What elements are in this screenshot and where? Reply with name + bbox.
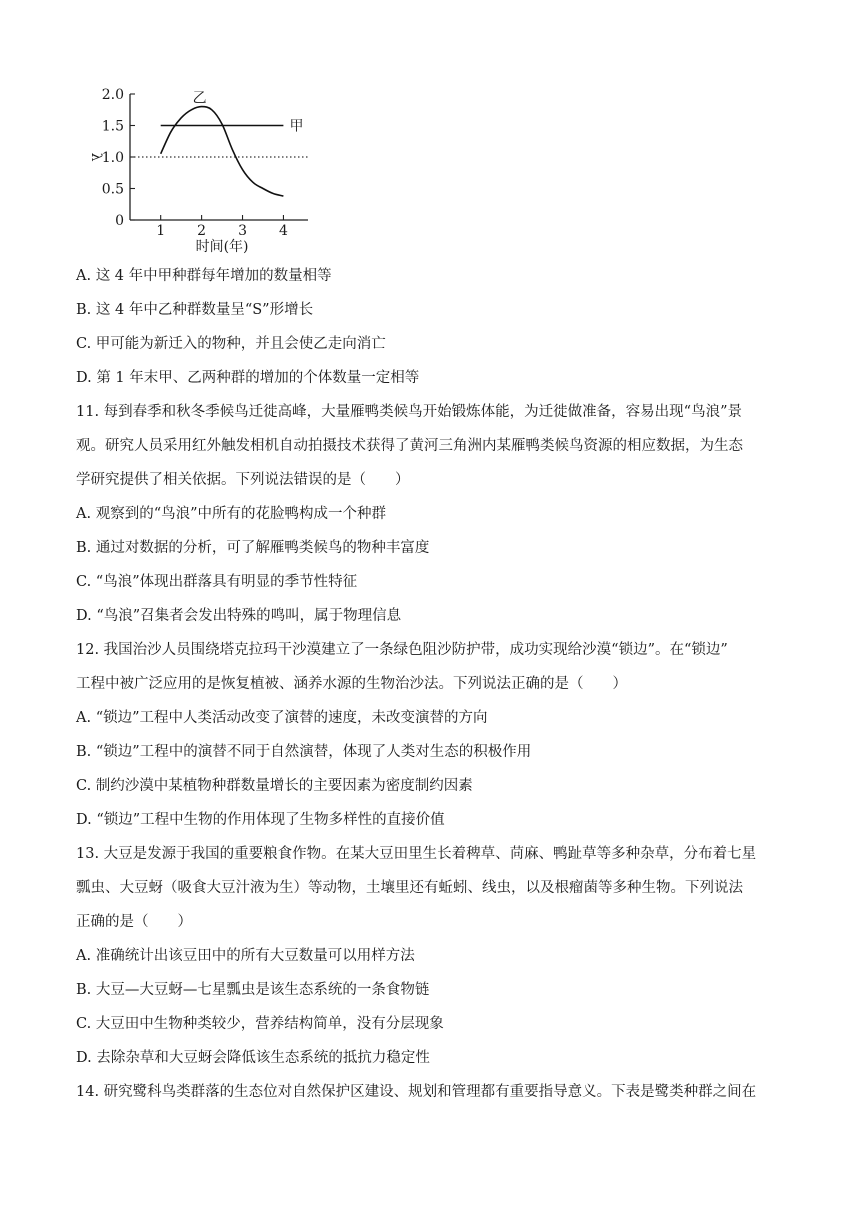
lambda-line-chart (80, 80, 320, 255)
text-line: C. 制约沙漠中某植物种群数量增长的主要因素为密度制约因素 (76, 778, 473, 794)
y-axis-label: λ (88, 152, 104, 162)
text-line: D. 去除杂草和大豆蚜会降低该生态系统的抵抗力稳定性 (76, 1050, 430, 1066)
text-line: B. 大豆—大豆蚜—七星瓢虫是该生态系统的一条食物链 (76, 982, 430, 998)
text-line: A. 观察到的“鸟浪”中所有的花脸鸭构成一个种群 (76, 506, 387, 522)
y-tick-label: 1.0 (101, 150, 124, 166)
text-line: 观。研究人员采用红外触发相机自动拍摄技术获得了黄河三角洲内某雁鸭类候鸟资源的相应数据，为生态 (76, 438, 743, 454)
x-tick-label: 3 (238, 223, 247, 239)
text-line: C. “鸟浪”体现出群落具有明显的季节性特征 (76, 574, 358, 590)
text-line: 12. 我国治沙人员围绕塔克拉玛干沙漠建立了一条绿色阻沙防护带，成功实现给沙漠“锁边”。在“锁边” (76, 642, 728, 658)
text-line: C. 大豆田中生物种类较少，营养结构简单，没有分层现象 (76, 1016, 444, 1032)
text-line: 11. 每到春季和秋冬季候鸟迁徙高峰，大量雁鸭类候鸟开始锻炼体能，为迁徙做准备，容易出现“鸟浪”景 (76, 404, 742, 420)
chart-canvas (80, 80, 320, 255)
text-line: A. 准确统计出该豆田中的所有大豆数量可以用样方法 (76, 948, 415, 964)
text-line: C. 甲可能为新迁入的物种，并且会使乙走向消亡 (76, 336, 386, 352)
x-tick-label: 4 (278, 223, 288, 239)
y-tick-label: 2.0 (101, 87, 124, 103)
text-line: A. “锁边”工程中人类活动改变了演替的速度，未改变演替的方向 (76, 710, 488, 726)
x-tick-label: 1 (156, 223, 166, 239)
text-line: A. 这 4 年中甲种群每年增加的数量相等 (76, 268, 332, 284)
series-yi-line (161, 107, 284, 197)
y-tick-label: 0 (115, 213, 124, 229)
text-line: 学研究提供了相关依据。下列说法错误的是（ ） (76, 472, 410, 488)
text-line: 瓢虫、大豆蚜（吸食大豆汁液为生）等动物，土壤里还有蚯蚓、线虫，以及根瘤菌等多种生物。下列说法 (76, 880, 743, 896)
series-yi-label: 乙 (192, 90, 207, 107)
text-line: B. 通过对数据的分析，可了解雁鸭类候鸟的物种丰富度 (76, 540, 430, 556)
text-line: D. 第 1 年末甲、乙两种群的增加的个体数量一定相等 (76, 370, 420, 386)
text-line: D. “鸟浪”召集者会发出特殊的鸣叫，属于物理信息 (76, 608, 402, 624)
series-jia-label: 甲 (289, 118, 304, 135)
text-line: 正确的是（ ） (76, 914, 192, 930)
text-line: B. “锁边”工程中的演替不同于自然演替，体现了人类对生态的积极作用 (76, 744, 532, 760)
x-axis-label: 时间(年) (195, 239, 249, 255)
y-tick-label: 0.5 (101, 181, 124, 198)
y-tick-label: 1.5 (101, 118, 124, 135)
text-line: 14. 研究鹭科鸟类群落的生态位对自然保护区建设、规划和管理都有重要指导意义。下表是鹭类种群之间在 (76, 1084, 757, 1100)
text-line: 工程中被广泛应用的是恢复植被、涵养水源的生物治沙法。下列说法正确的是（ ） (76, 676, 627, 692)
text-line: D. “锁边”工程中生物的作用体现了生物多样性的直接价值 (76, 812, 445, 828)
x-tick-label: 2 (197, 223, 207, 239)
text-line: 13. 大豆是发源于我国的重要粮食作物。在某大豆田里生长着稗草、苘麻、鸭趾草等多种杂草，分布着七星 (76, 846, 757, 862)
text-line: B. 这 4 年中乙种群数量呈“S”形增长 (76, 302, 314, 318)
